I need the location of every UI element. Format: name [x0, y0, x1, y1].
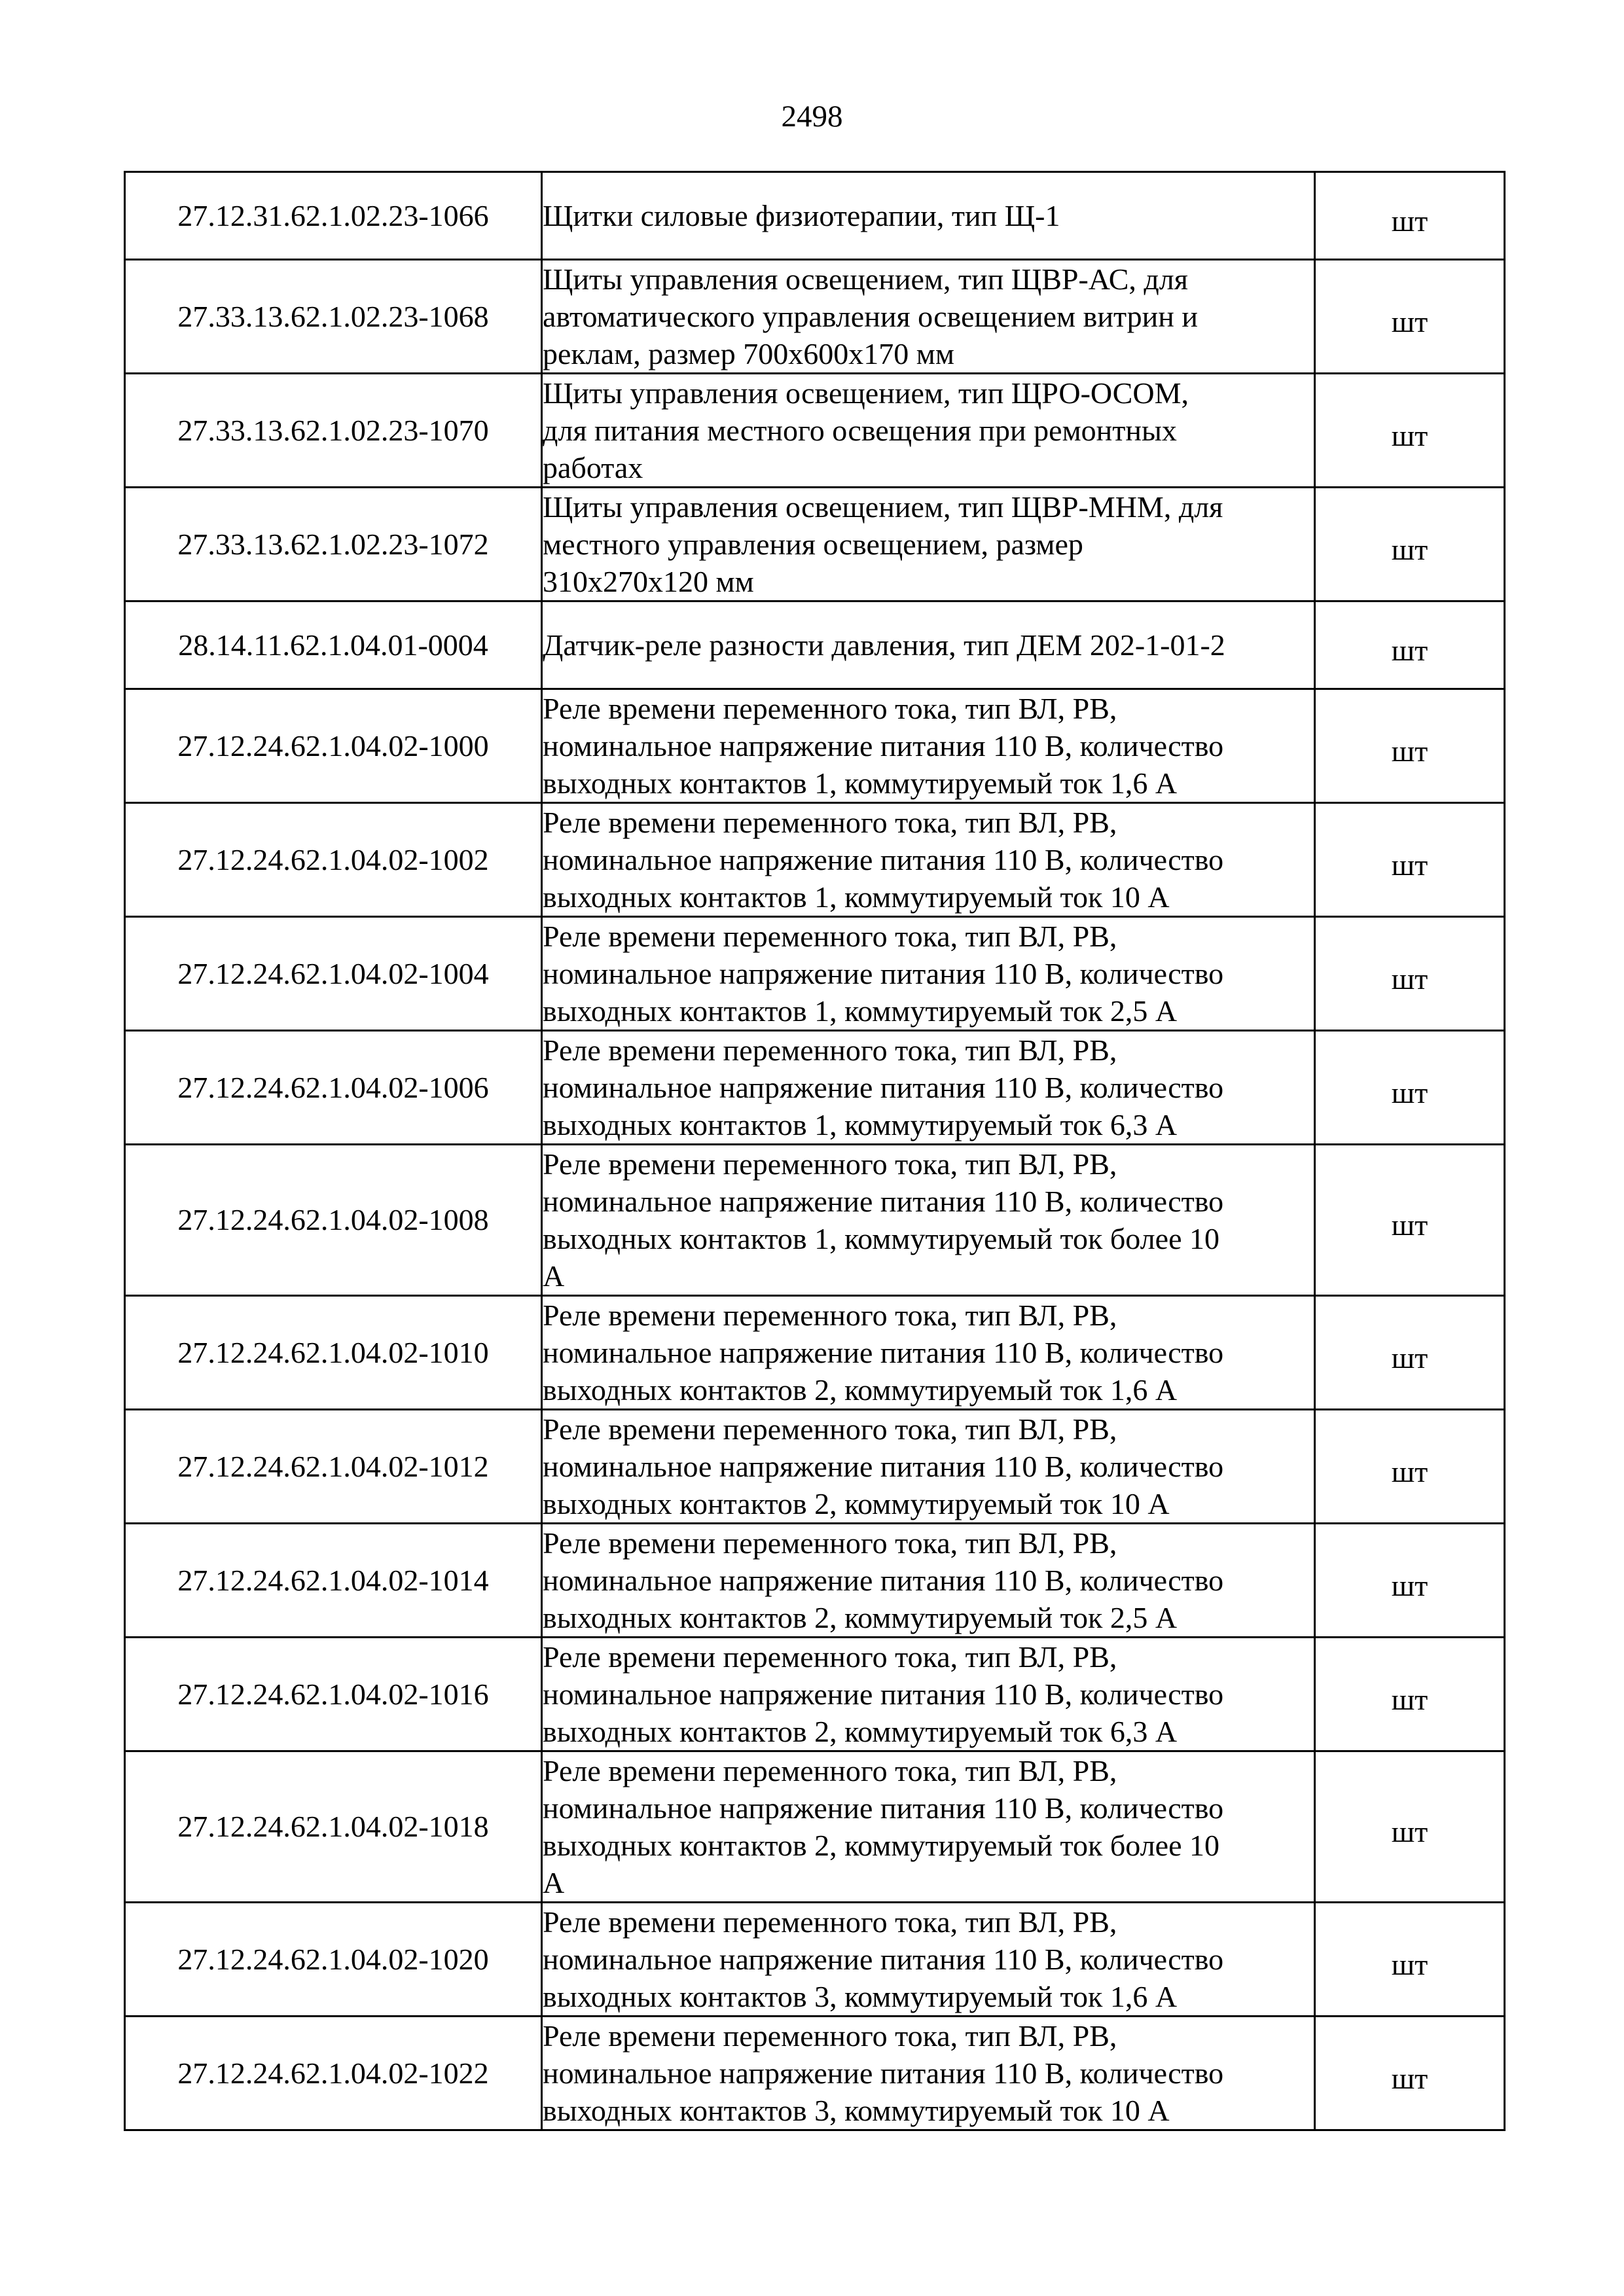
- item-code: 27.12.24.62.1.04.02-1008: [125, 1145, 542, 1296]
- item-code: 27.12.24.62.1.04.02-1012: [125, 1410, 542, 1524]
- table-row: [125, 1903, 1505, 2017]
- item-unit: [1315, 260, 1505, 374]
- item-unit: [1315, 689, 1505, 803]
- item-description: Реле времени переменного тока, тип ВЛ, РВ, номинальное напряжение питания 110 В, количество выходных контактов 1, коммутируемый ток 10 А: [542, 803, 1315, 917]
- table-row: [125, 2017, 1505, 2130]
- item-unit: [1315, 2017, 1505, 2130]
- table-row: [125, 1410, 1505, 1524]
- unit-label: шт: [1391, 961, 1428, 996]
- item-description: Реле времени переменного тока, тип ВЛ, РВ, номинальное напряжение питания 110 В, количество выходных контактов 2, коммутируемый ток 6,3 А: [542, 1638, 1315, 1751]
- item-unit: [1315, 172, 1505, 260]
- item-description: Реле времени переменного тока, тип ВЛ, РВ, номинальное напряжение питания 110 В, количество выходных контактов 3, коммутируемый ток 10 А: [542, 2017, 1315, 2130]
- unit-label: шт: [1391, 2061, 1428, 2095]
- table-row: [125, 917, 1505, 1031]
- unit-label: шт: [1391, 633, 1428, 667]
- item-unit: [1315, 1638, 1505, 1751]
- item-code: 27.12.24.62.1.04.02-1018: [125, 1751, 542, 1903]
- unit-label: шт: [1391, 1075, 1428, 1109]
- unit-label: шт: [1391, 304, 1428, 338]
- unit-label: шт: [1391, 1340, 1428, 1374]
- item-description: Реле времени переменного тока, тип ВЛ, РВ, номинальное напряжение питания 110 В, количество выходных контактов 1, коммутируемый ток более 10 А: [542, 1145, 1315, 1296]
- item-code: 27.33.13.62.1.02.23-1068: [125, 260, 542, 374]
- catalog-table-body: [125, 172, 1505, 2130]
- item-unit: [1315, 1410, 1505, 1524]
- unit-label: шт: [1391, 1815, 1428, 1848]
- table-row: [125, 260, 1505, 374]
- unit-label: шт: [1391, 532, 1428, 566]
- item-code: 27.12.24.62.1.04.02-1020: [125, 1903, 542, 2017]
- item-description: Реле времени переменного тока, тип ВЛ, РВ, номинальное напряжение питания 110 В, количество выходных контактов 1, коммутируемый ток 1,6 А: [542, 689, 1315, 803]
- table-row: [125, 172, 1505, 260]
- item-unit: [1315, 803, 1505, 917]
- item-code: 27.12.24.62.1.04.02-1022: [125, 2017, 542, 2130]
- unit-label: шт: [1391, 1568, 1428, 1602]
- unit-label: шт: [1391, 1454, 1428, 1488]
- unit-label: шт: [1391, 204, 1428, 238]
- unit-label: шт: [1391, 418, 1428, 452]
- item-code: 27.12.24.62.1.04.02-1016: [125, 1638, 542, 1751]
- item-description: Датчик-реле разности давления, тип ДЕМ 202-1-01-2: [542, 601, 1315, 689]
- item-description: Щиты управления освещением, тип ЩВР-АС, для автоматического управления освещением витрин и реклам, размер 700х600х170 мм: [542, 260, 1315, 374]
- item-description: Реле времени переменного тока, тип ВЛ, РВ, номинальное напряжение питания 110 В, количество выходных контактов 1, коммутируемый ток 2,5 А: [542, 917, 1315, 1031]
- item-description: Реле времени переменного тока, тип ВЛ, РВ, номинальное напряжение питания 110 В, количество выходных контактов 2, коммутируемый ток 2,5 А: [542, 1524, 1315, 1638]
- catalog-table: [124, 171, 1506, 2131]
- item-code: 27.12.31.62.1.02.23-1066: [125, 172, 542, 260]
- item-description: Щитки силовые физиотерапии, тип Щ-1: [542, 172, 1315, 260]
- item-unit: [1315, 1903, 1505, 2017]
- item-unit: [1315, 1524, 1505, 1638]
- table-row: [125, 1638, 1505, 1751]
- table-row: [125, 1296, 1505, 1410]
- unit-label: шт: [1391, 1947, 1428, 1981]
- item-code: 27.12.24.62.1.04.02-1006: [125, 1031, 542, 1145]
- item-code: 27.12.24.62.1.04.02-1000: [125, 689, 542, 803]
- item-description: Реле времени переменного тока, тип ВЛ, РВ, номинальное напряжение питания 110 В, количество выходных контактов 2, коммутируемый ток более 10 А: [542, 1751, 1315, 1903]
- item-description: Реле времени переменного тока, тип ВЛ, РВ, номинальное напряжение питания 110 В, количество выходных контактов 3, коммутируемый ток 1,6 А: [542, 1903, 1315, 2017]
- item-description: Реле времени переменного тока, тип ВЛ, РВ, номинальное напряжение питания 110 В, количество выходных контактов 2, коммутируемый ток 1,6 А: [542, 1296, 1315, 1410]
- table-row: [125, 1145, 1505, 1296]
- item-unit: [1315, 601, 1505, 689]
- item-unit: [1315, 488, 1505, 601]
- table-row: [125, 803, 1505, 917]
- unit-label: шт: [1391, 734, 1428, 768]
- item-description: Реле времени переменного тока, тип ВЛ, РВ, номинальное напряжение питания 110 В, количество выходных контактов 2, коммутируемый ток 10 А: [542, 1410, 1315, 1524]
- table-row: [125, 374, 1505, 488]
- item-code: 27.33.13.62.1.02.23-1070: [125, 374, 542, 488]
- item-description: Щиты управления освещением, тип ЩРО-ОСОМ, для питания местного освещения при ремонтных работах: [542, 374, 1315, 488]
- table-row: [125, 1751, 1505, 1903]
- item-code: 27.12.24.62.1.04.02-1010: [125, 1296, 542, 1410]
- table-row: [125, 1524, 1505, 1638]
- item-unit: [1315, 1751, 1505, 1903]
- item-unit: [1315, 1296, 1505, 1410]
- item-unit: [1315, 1145, 1505, 1296]
- table-row: [125, 601, 1505, 689]
- item-unit: [1315, 1031, 1505, 1145]
- item-code: 27.33.13.62.1.02.23-1072: [125, 488, 542, 601]
- table-row: [125, 689, 1505, 803]
- table-row: [125, 488, 1505, 601]
- item-unit: [1315, 917, 1505, 1031]
- unit-label: шт: [1391, 1682, 1428, 1716]
- table-row: [125, 1031, 1505, 1145]
- item-description: Реле времени переменного тока, тип ВЛ, РВ, номинальное напряжение питания 110 В, количество выходных контактов 1, коммутируемый ток 6,3 А: [542, 1031, 1315, 1145]
- page-number: 2498: [781, 99, 843, 134]
- item-unit: [1315, 374, 1505, 488]
- unit-label: шт: [1391, 1208, 1428, 1242]
- item-description: Щиты управления освещением, тип ЩВР-МНМ, для местного управления освещением, размер 310х270х120 мм: [542, 488, 1315, 601]
- item-code: 27.12.24.62.1.04.02-1004: [125, 917, 542, 1031]
- item-code: 27.12.24.62.1.04.02-1002: [125, 803, 542, 917]
- item-code: 27.12.24.62.1.04.02-1014: [125, 1524, 542, 1638]
- item-code: 28.14.11.62.1.04.01-0004: [125, 601, 542, 689]
- unit-label: шт: [1391, 848, 1428, 882]
